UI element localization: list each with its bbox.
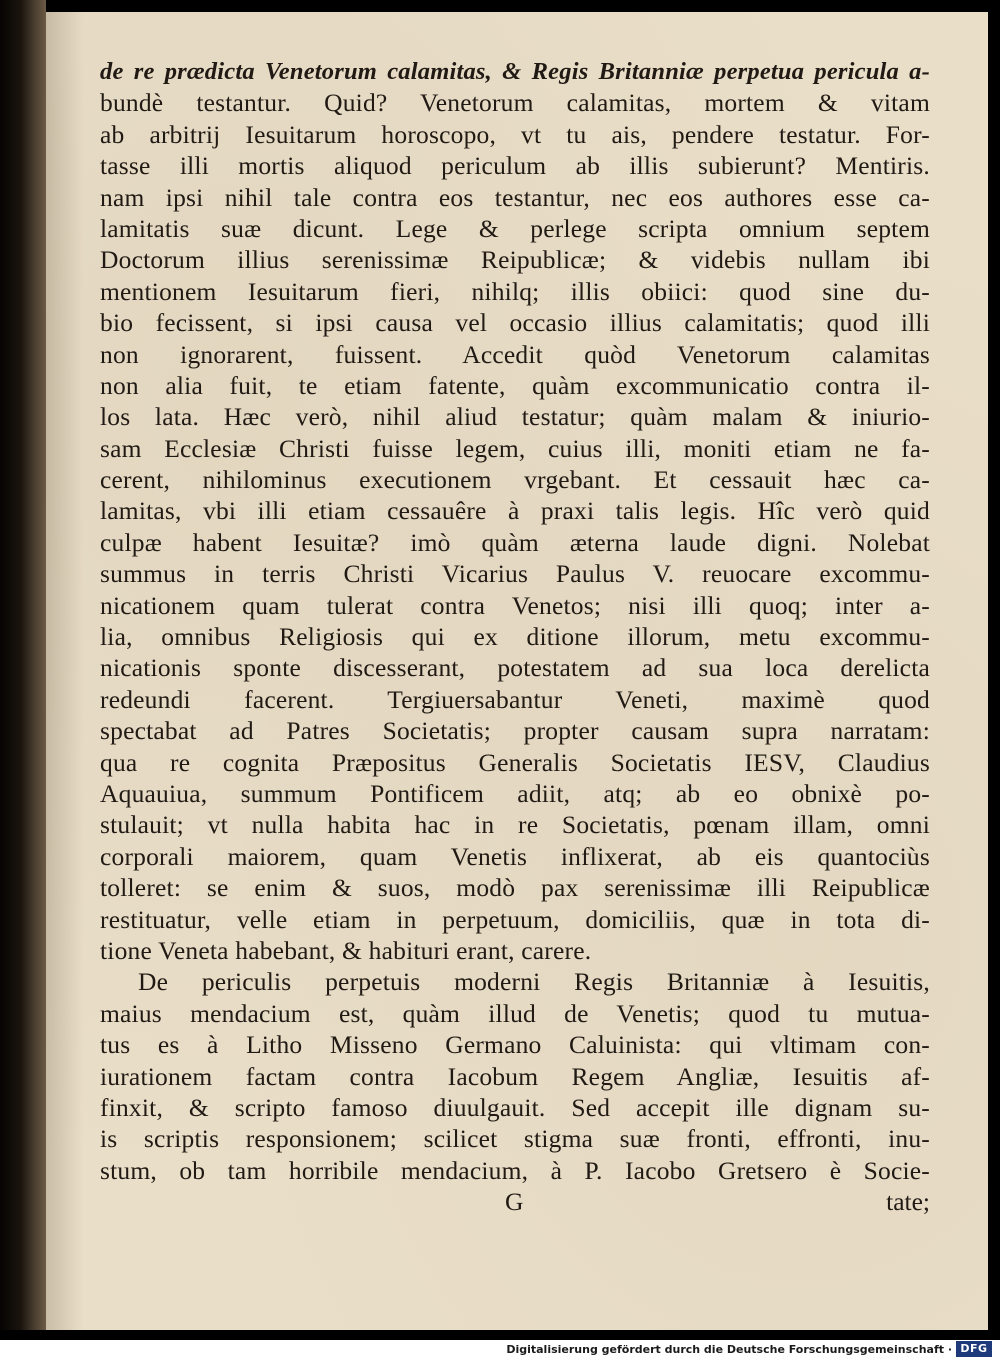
text-line: de re prædicta Venetorum calamitas, & Regis Britanniæ perpetua pericula a- (100, 58, 930, 85)
text-line: iurationem factam contra Iacobum Regem Angliæ, Iesuitis af- (100, 1061, 930, 1091)
text-line: tasse illi mortis aliquod periculum ab illis subierunt? Mentiris. (100, 151, 930, 181)
book-spine-edge (0, 0, 46, 1330)
signature-mark: G (505, 1187, 524, 1217)
text-line: tione Veneta habebant, & habituri erant, carere. (100, 935, 592, 965)
text-line: lamitas, vbi illi etiam cessauêre à praxi talis legis. Hîc verò quid (100, 496, 930, 526)
text-line: non alia fuit, te etiam fatente, quàm excommunicatio contra il- (100, 370, 930, 400)
signature-row (100, 1186, 930, 1217)
text-line: corporali maiorem, quam Venetis inflixerat, ab eis quantociùs (100, 841, 930, 871)
text-line: lamitatis suæ dicunt. Lege & perlege scripta omnium septem (100, 213, 930, 243)
text-line: spectabat ad Patres Societatis; propter causam supra narratam: (100, 716, 930, 746)
page-text (100, 56, 930, 1217)
text-line: nicationis sponte discesserant, potestatem ad sua loca derelicta (100, 653, 930, 683)
text-line: non ignorarent, fuissent. Accedit quòd Venetorum calamitas (100, 339, 930, 369)
text-line: qua re cognita Præpositus Generalis Societatis IESV, Claudius (100, 747, 930, 777)
text-line: summus in terris Christi Vicarius Paulus V. reuocare excommu- (100, 559, 930, 589)
text-line: sam Ecclesiæ Christi fuisse legem, cuius illi, moniti etiam ne fa- (100, 433, 930, 463)
text-line: nicationem quam tulerat contra Venetos; nisi illi quoq; inter a- (100, 590, 930, 620)
text-line: De periculis perpetuis moderni Regis Britanniæ à Iesuitis, (138, 967, 930, 997)
text-line: los lata. Hæc verò, nihil aliud testatur; quàm malam & iniurio- (100, 402, 930, 432)
text-line: tolleret: se enim & suos, modò pax serenissimæ illi Reipublicæ (100, 873, 930, 903)
text-line: finxit, & scripto famoso diuulgauit. Sed accepit ille dignam su- (100, 1092, 930, 1122)
text-line: lia, omnibus Religiosis qui ex ditione illorum, metu excommu- (100, 622, 930, 652)
text-line: bundè testantur. Quid? Venetorum calamitas, mortem & vitam (100, 88, 930, 118)
text-line: tus es à Litho Misseno Germano Caluinista: qui vltimam con- (100, 1030, 930, 1060)
text-line: stulauit; vt nulla habita hac in re Societatis, pœnam illam, omni (100, 810, 930, 840)
text-line: mentionem Iesuitarum fieri, nihilq; illis obiici: quod sine du- (100, 276, 930, 306)
text-line: redeundi facerent. Tergiuersabantur Veneti, maximè quod (100, 684, 930, 714)
text-line: culpæ habent Iesuitæ? imò quàm æterna laude digni. Nolebat (100, 527, 930, 557)
catchword: tate; (886, 1187, 930, 1217)
text-line: stum, ob tam horribile mendacium, à P. Iacobo Gretsero è Socie- (100, 1155, 930, 1185)
text-line: nam ipsi nihil tale contra eos testantur, nec eos authores esse ca- (100, 182, 930, 212)
text-line: Doctorum illius serenissimæ Reipublicæ; & videbis nullam ibi (100, 245, 930, 275)
book-page (46, 12, 988, 1330)
dfg-logo: DFG (956, 1341, 992, 1357)
text-line: ab arbitrij Iesuitarum horoscopo, vt tu ais, pendere testatur. For- (100, 119, 930, 149)
text-line: Aquauiua, summum Pontificem adiit, atq; ab eo obnixè po- (100, 778, 930, 808)
text-line: cerent, nihilominus executionem vrgebant. Et cessauit hæc ca- (100, 465, 930, 495)
funding-credit: Digitalisierung gefördert durch die Deutsche Forschungsgemeinschaft · (506, 1343, 952, 1356)
text-line: restituatur, velle etiam in perpetuum, domiciliis, quæ in tota di- (100, 904, 930, 934)
text-line: bio fecissent, si ipsi causa vel occasio illius calamitatis; quod illi (100, 308, 930, 338)
text-line: is scriptis responsionem; scilicet stigma suæ fronti, effronti, inu- (100, 1124, 930, 1154)
text-line: maius mendacium est, quàm illud de Venetis; quod tu mutua- (100, 998, 930, 1028)
